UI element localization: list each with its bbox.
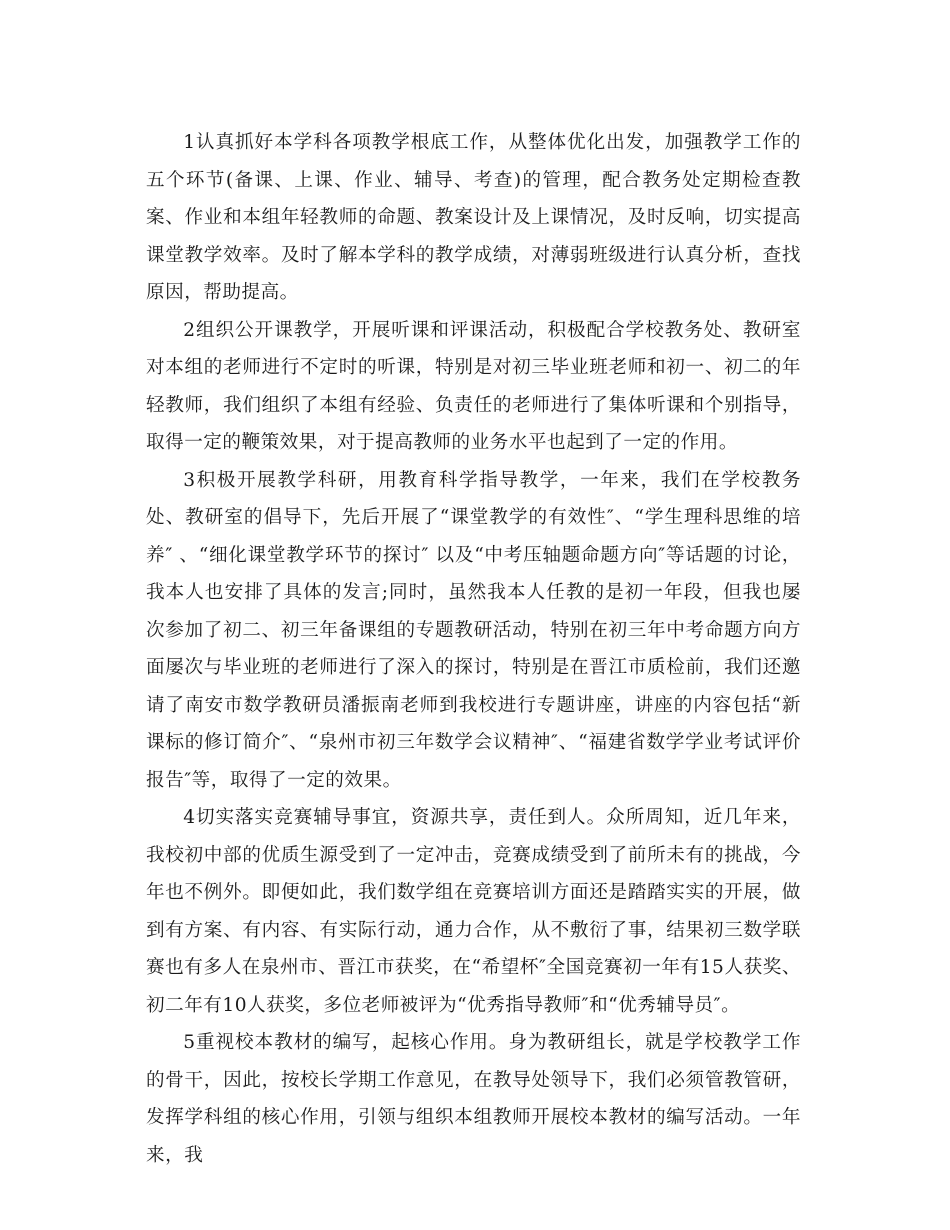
paragraph-1: 1认真抓好本学科各项教学根底工作，从整体优化出发，加强教学工作的五个环节(备课、上课、作业、辅导、考查)的管理，配合教务处定期检查教案、作业和本组年轻教师的命题、教案设计及上课情况，及时反响，切实提高课堂教学效率。及时了解本学科的教学成绩，对薄弱班级进行认真分析，查找原因，帮助提高。 (146, 132, 801, 303)
paragraph-5: 5重视校本教材的编写，起核心作用。身为教研组长，就是学校教学工作的骨干，因此，按校长学期工作意见，在教导处领导下，我们必须管教管研，发挥学科组的核心作用，引领与组织本组教师开展校本教材的编写活动。一年来，我 (146, 1032, 801, 1166)
paragraph-3: 3积极开展教学科研，用教育科学指导教学，一年来，我们在学校教务处、教研室的倡导下，先后开展了“课堂教学的有效性″、“学生理科思维的培养″ 、“细化课堂教学环节的探讨″ 以及“中考压轴题命题方向″等话题的讨论，我本人也安排了具体的发言;同时，虽然我本人任教的是初一年段，但我也屡次参加了初二、初三年备课组的专题教研活动，特别在初三年中考命题方向方面屡次与毕业班的老师进行了深入的探讨，特别是在晋江市质检前，我们还邀请了南安市数学教研员潘振南老师到我校进行专题讲座，讲座的内容包括“新课标的修订简介″、“泉州市初三年数学会议精神″、“福建省数学学业考试评价报告″等，取得了一定的效果。 (146, 469, 801, 791)
document-body (146, 124, 801, 1174)
paragraph-2: 2组织公开课教学，开展听课和评课活动，积极配合学校教务处、教研室对本组的老师进行不定时的听课，特别是对初三毕业班老师和初一、初二的年轻教师，我们组织了本组有经验、负责任的老师进行了集体听课和个别指导，取得一定的鞭策效果，对于提高教师的业务水平也起到了一定的作用。 (146, 319, 801, 453)
paragraph-4: 4切实落实竞赛辅导事宜，资源共享，责任到人。众所周知，近几年来，我校初中部的优质生源受到了一定冲击，竞赛成绩受到了前所未有的挑战，今年也不例外。即便如此，我们数学组在竞赛培训方面还是踏踏实实的开展，做到有方案、有内容、有实际行动，通力合作，从不敷衍了事，结果初三数学联赛也有多人在泉州市、晋江市获奖，在“希望杯″全国竞赛初一年有15人获奖、初二年有10人获奖，多位老师被评为“优秀指导教师″和“优秀辅导员″。 (146, 807, 801, 1016)
